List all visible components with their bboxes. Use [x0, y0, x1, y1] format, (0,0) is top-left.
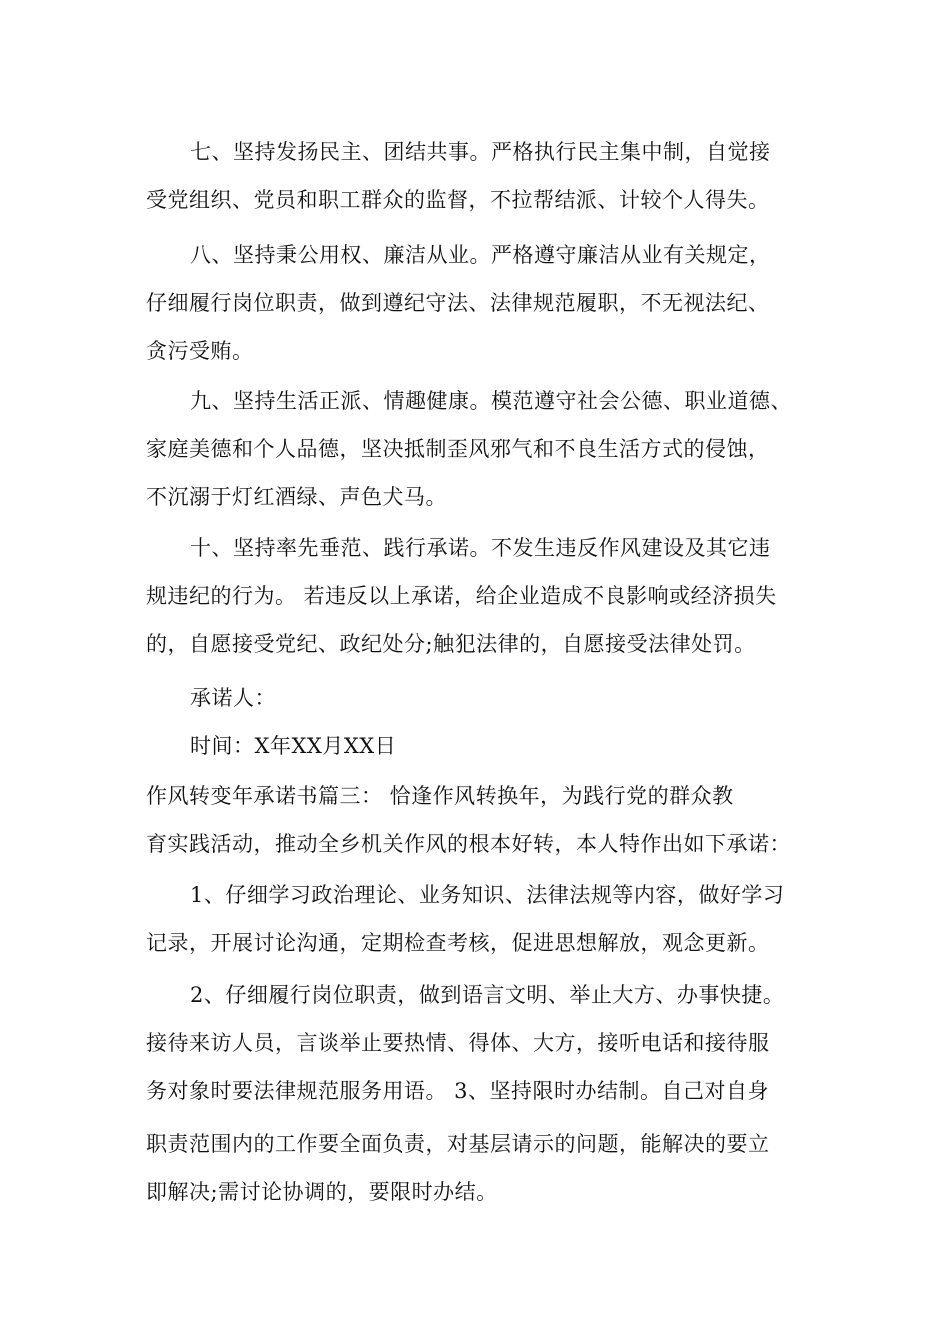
- section-3-heading-line: 作风转变年承诺书篇三： 恰逢作风转换年，为践行党的群众教: [146, 784, 734, 808]
- paragraph-9-line-1: 九、坚持生活正派、情趣健康。模范遵守社会公德、职业道德、: [190, 389, 792, 413]
- paragraph-9-line-3: 不沉溺于灯红酒绿、声色犬马。: [146, 485, 447, 509]
- item-2-line-1: 2、仔细履行岗位职责，做到语言文明、举止大方、办事快捷。: [190, 983, 785, 1007]
- paragraph-8-line-3: 贪污受贿。: [146, 339, 254, 363]
- item-2-line-2: 接待来访人员，言谈举止要热情、得体、大方，接听电话和接待服: [146, 1031, 770, 1055]
- paragraph-9-line-2: 家庭美德和个人品德，坚决抵制歪风邪气和不良生活方式的侵蚀，: [146, 437, 770, 461]
- paragraph-10-line-3: 的，自愿接受党纪、政纪处分;触犯法律的，自愿接受法律处罚。: [146, 632, 756, 656]
- item-1-line-2: 记录，开展讨论沟通，定期检查考核，促进思想解放，观念更新。: [146, 931, 770, 955]
- paragraph-7-line-1: 七、坚持发扬民主、团结共事。严格执行民主集中制，自觉接: [190, 140, 771, 164]
- paragraph-10-line-2: 规违纪的行为。 若违反以上承诺，给企业造成不良影响或经济损失: [146, 584, 777, 608]
- item-3-line-2: 职责范围内的工作要全面负责，对基层请示的问题，能解决的要立: [146, 1132, 770, 1156]
- paragraph-8-line-2: 仔细履行岗位职责，做到遵纪守法、法律规范履职，不无视法纪、: [146, 291, 770, 315]
- item-2-line-3: 务对象时要法律规范服务用语。 3、坚持限时办结制。自己对自身: [146, 1079, 770, 1103]
- item-1-line-1: 1、仔细学习政治理论、业务知识、法律法规等内容，做好学习: [190, 883, 785, 907]
- section-3-intro-line-2: 育实践活动，推动全乡机关作风的根本好转，本人特作出如下承诺：: [146, 832, 791, 856]
- paragraph-8-line-1: 八、坚持秉公用权、廉洁从业。严格遵守廉洁从业有关规定，: [190, 243, 771, 267]
- item-3-line-3: 即解决;需讨论协调的，要限时办结。: [146, 1180, 498, 1204]
- date-line: 时间：X年XX月XX日: [190, 734, 397, 758]
- promisor-label: 承诺人：: [190, 686, 276, 710]
- paragraph-7-line-2: 受党组织、党员和职工群众的监督，不拉帮结派、计较个人得失。: [146, 188, 770, 212]
- paragraph-10-line-1: 十、坚持率先垂范、践行承诺。不发生违反作风建设及其它违: [190, 536, 771, 560]
